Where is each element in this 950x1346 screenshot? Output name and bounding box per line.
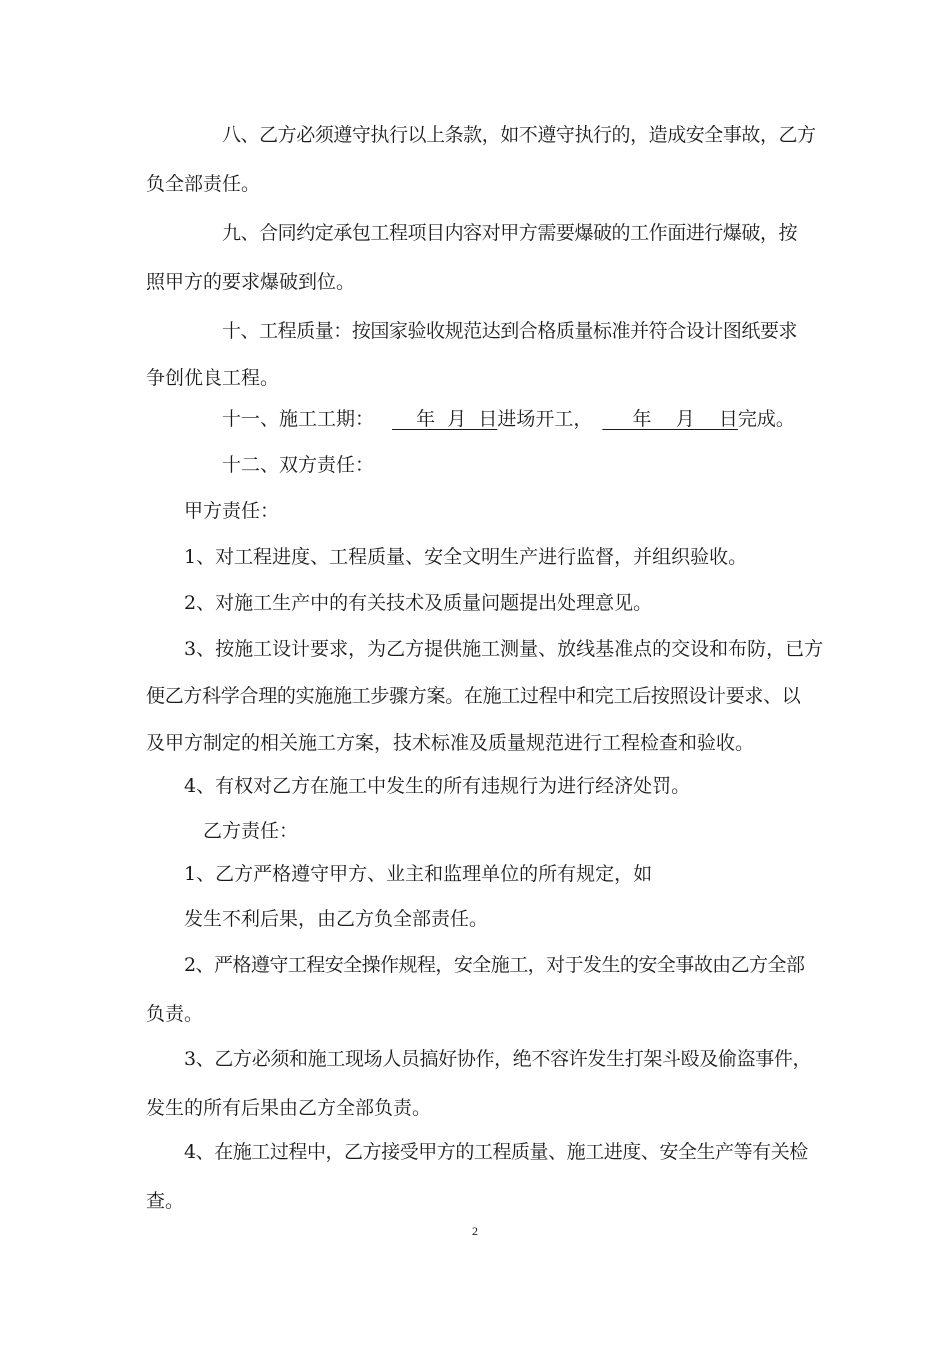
party-b-item-4-line-2: 查。 [146,1190,185,1212]
clause-8-line-2: 负全部责任。 [146,173,261,195]
party-a-item-3-line-2: 便乙方科学合理的实施施工步骤方案。在施工过程中和完工后按照设计要求、以 [146,685,801,707]
party-a-item-2: 2、对施工生产中的有关技术及质量问题提出处理意见。 [184,592,653,614]
party-a-item-4: 4、有权对乙方在施工中发生的所有违规行为进行经济处罚。 [184,775,691,797]
party-a-item-1: 1、对工程进度、工程质量、安全文明生产进行监督，并组织验收。 [184,546,748,568]
party-b-item-3-line-2: 发生的所有后果由乙方全部负责。 [146,1097,432,1119]
clause-11-schedule [222,407,795,431]
clause-9-line-1: 九、合同约定承包工程项目内容对甲方需要爆破的工作面进行爆破，按 [222,222,798,244]
party-a-item-3-line-1: 3、按施工设计要求，为乙方提供施工测量、放线基准点的交设和布防，已方 [184,638,824,660]
party-b-item-1-line-2: 发生不利后果，由乙方负全部责任。 [184,908,489,930]
end-date-blank: 年 月 日 [602,408,738,430]
end-label: 完成。 [737,408,795,430]
clause-10-line-1: 十、工程质量：按国家验收规范达到合格质量标准并符合设计图纸要求 [222,320,798,342]
clause-10-line-2: 争创优良工程。 [146,367,280,389]
party-b-item-4-line-1: 4、在施工过程中，乙方接受甲方的工程质量、施工进度、安全生产等有关检 [184,1141,808,1163]
start-label: 进场开工， [497,408,593,430]
clause-8-line-1: 八、乙方必须遵守执行以上条款，如不遵守执行的，造成安全事故，乙方 [222,124,816,146]
schedule-label: 十一、施工工期： [222,408,375,430]
party-b-item-2-line-1: 2、严格遵守工程安全操作规程，安全施工，对于发生的安全事故由乙方全部 [184,954,805,976]
clause-9-line-2: 照甲方的要求爆破到位。 [146,271,356,293]
party-b-item-2-line-2: 负责。 [146,1003,204,1025]
party-a-heading: 甲方责任： [184,500,280,522]
start-date-blank: 年 月 日 [392,408,498,430]
party-b-heading: 乙方责任： [203,820,299,842]
party-b-item-1-line-1: 1、乙方严格遵守甲方、业主和监理单位的所有规定，如 [184,863,653,885]
party-b-item-3-line-1: 3、乙方必须和施工现场人员搞好协作，绝不容许发生打架斗殴及偷盗事件， [184,1048,812,1070]
page-number: 2 [472,1224,478,1238]
party-a-item-3-line-3: 及甲方制定的相关施工方案，技术标准及质量规范进行工程检查和验收。 [146,732,755,754]
clause-12-heading: 十二、双方责任： [222,454,375,476]
